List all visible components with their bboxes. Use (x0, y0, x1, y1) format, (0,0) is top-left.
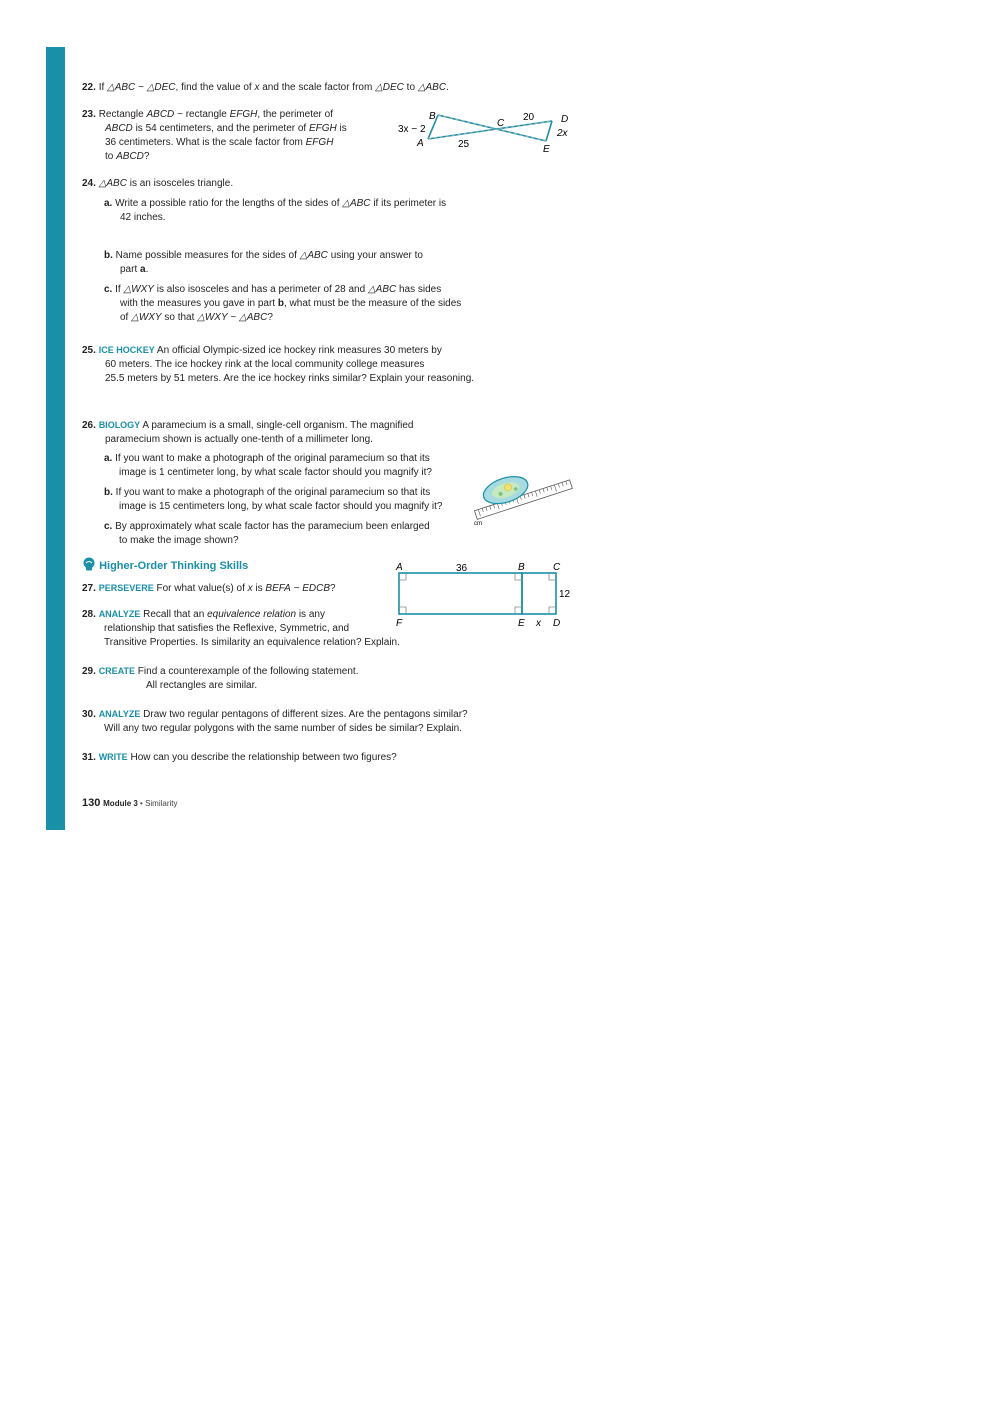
side-label-25: 25 (458, 139, 470, 150)
vertex-label-a: A (396, 562, 403, 573)
question-22: 22. If △ABC ~ △DEC, find the value of x and the scale factor from △DEC to △ABC. (82, 82, 449, 93)
module-title: Similarity (145, 799, 178, 808)
keyword-analyze: ANALYZE (98, 609, 141, 619)
question-24b: b. Name possible measures for the sides of △ABC using your answer to part a. (104, 250, 423, 275)
keyword-persevere: PERSEVERE (98, 583, 154, 593)
side-label-3x-2: 3x − 2 (398, 124, 426, 135)
question-25: 25. ICE HOCKEY An official Olympic-sized ice hockey rink measures 30 meters by 60 meters. The ice hockey rink at the local community college measures 25.5 meters by 51 meters. Are the ice hockey rinks similar? Explain your reasoning. (82, 345, 475, 384)
vertex-label-e: E (543, 144, 550, 155)
vertex-label-c: C (553, 562, 561, 573)
question-31: 31. WRITE How can you describe the relationship between two figures? (82, 752, 397, 763)
vertex-label-b: B (518, 562, 525, 573)
question-26b: b. If you want to make a photograph of the original paramecium so that its image is 15 centimeters long, by what scale factor should you magnify it? (104, 487, 443, 512)
question-26: 26. BIOLOGY A paramecium is a small, single-cell organism. The magnified paramecium shown is actually one-tenth of a millimeter long. (82, 420, 414, 445)
module-label: Module 3 (103, 799, 138, 808)
page-number: 130 (82, 797, 101, 809)
keyword-biology: BIOLOGY (98, 420, 141, 430)
hots-header (82, 557, 248, 574)
vertex-label-c: C (497, 118, 505, 129)
hots-title: Higher-Order Thinking Skills (99, 560, 249, 572)
vertex-label-d: D (561, 114, 569, 125)
brain-icon (82, 557, 96, 571)
keyword-create: CREATE (98, 666, 136, 676)
vertex-label-b: B (429, 111, 436, 122)
question-26a: a. If you want to make a photograph of the original paramecium so that its image is 1 centimeter long, by what scale factor should you magnify it? (104, 453, 432, 478)
side-label-20: 20 (523, 112, 535, 123)
question-27: 27. PERSEVERE For what value(s) of x is BEFA ~ EDCB? (82, 583, 336, 594)
question-number: 22. (82, 82, 96, 93)
vertex-label-a: A (417, 138, 424, 149)
keyword-ice-hockey: ICE HOCKEY (98, 345, 155, 355)
side-de (546, 121, 552, 141)
question-24c: c. If △WXY is also isosceles and has a perimeter of 28 and △ABC has sides with the measures you gave in part b, what must be the measure of the sides of △WXY so that △WXY ~ △ABC? (104, 284, 462, 323)
side-label-12: 12 (559, 589, 571, 600)
question-number: 27. (82, 583, 96, 594)
question-number: 26. (82, 420, 96, 431)
rectangles-figure (392, 558, 577, 630)
side-label-36: 36 (456, 563, 468, 574)
question-number: 28. (82, 609, 96, 620)
side-label-2x: 2x (557, 128, 568, 139)
page-footer: 130 Module 3 • Similarity (82, 797, 178, 809)
question-29: 29. CREATE Find a counterexample of the following statement. All rectangles are similar. (82, 666, 359, 691)
ruler-unit-label: cm (474, 521, 482, 527)
keyword-write: WRITE (98, 752, 128, 762)
paramecium-ruler-figure (468, 455, 578, 530)
bowtie-triangles-figure (392, 105, 582, 157)
question-24: 24. △ABC is an isosceles triangle. (82, 178, 234, 189)
question-number: 31. (82, 752, 96, 763)
keyword-analyze: ANALYZE (98, 709, 141, 719)
rectangle-befa (399, 573, 522, 614)
question-24a: a. Write a possible ratio for the lengths of the sides of △ABC if its perimeter is 42 inches. (104, 198, 447, 223)
vertex-label-d: D (553, 618, 561, 629)
question-number: 25. (82, 345, 96, 356)
question-number: 29. (82, 666, 96, 677)
question-number: 24. (82, 178, 96, 189)
side-label-x: x (536, 618, 541, 629)
vertex-label-f: F (396, 618, 403, 629)
margin-band (46, 47, 65, 830)
question-number: 30. (82, 709, 96, 720)
question-23: 23. Rectangle ABCD ~ rectangle EFGH, the perimeter of ABCD is 54 centimeters, and the perimeter of EFGH is 36 centimeters. What is the scale factor from EFGH to ABCD? (82, 109, 347, 162)
question-26c: c. By approximately what scale factor has the paramecium been enlarged to make the image shown? (104, 521, 430, 546)
vertex-label-e: E (518, 618, 525, 629)
question-28: 28. ANALYZE Recall that an equivalence relation is any relationship that satisfies the Reflexive, Symmetric, and Transitive Properties. Is similarity an equivalence relation? Explain. (82, 609, 400, 648)
question-30: 30. ANALYZE Draw two regular pentagons of different sizes. Are the pentagons similar? Will any two regular polygons with the same number of sides be similar? Explain. (82, 709, 468, 734)
question-number: 23. (82, 109, 96, 120)
rectangle-edcb (522, 573, 556, 614)
